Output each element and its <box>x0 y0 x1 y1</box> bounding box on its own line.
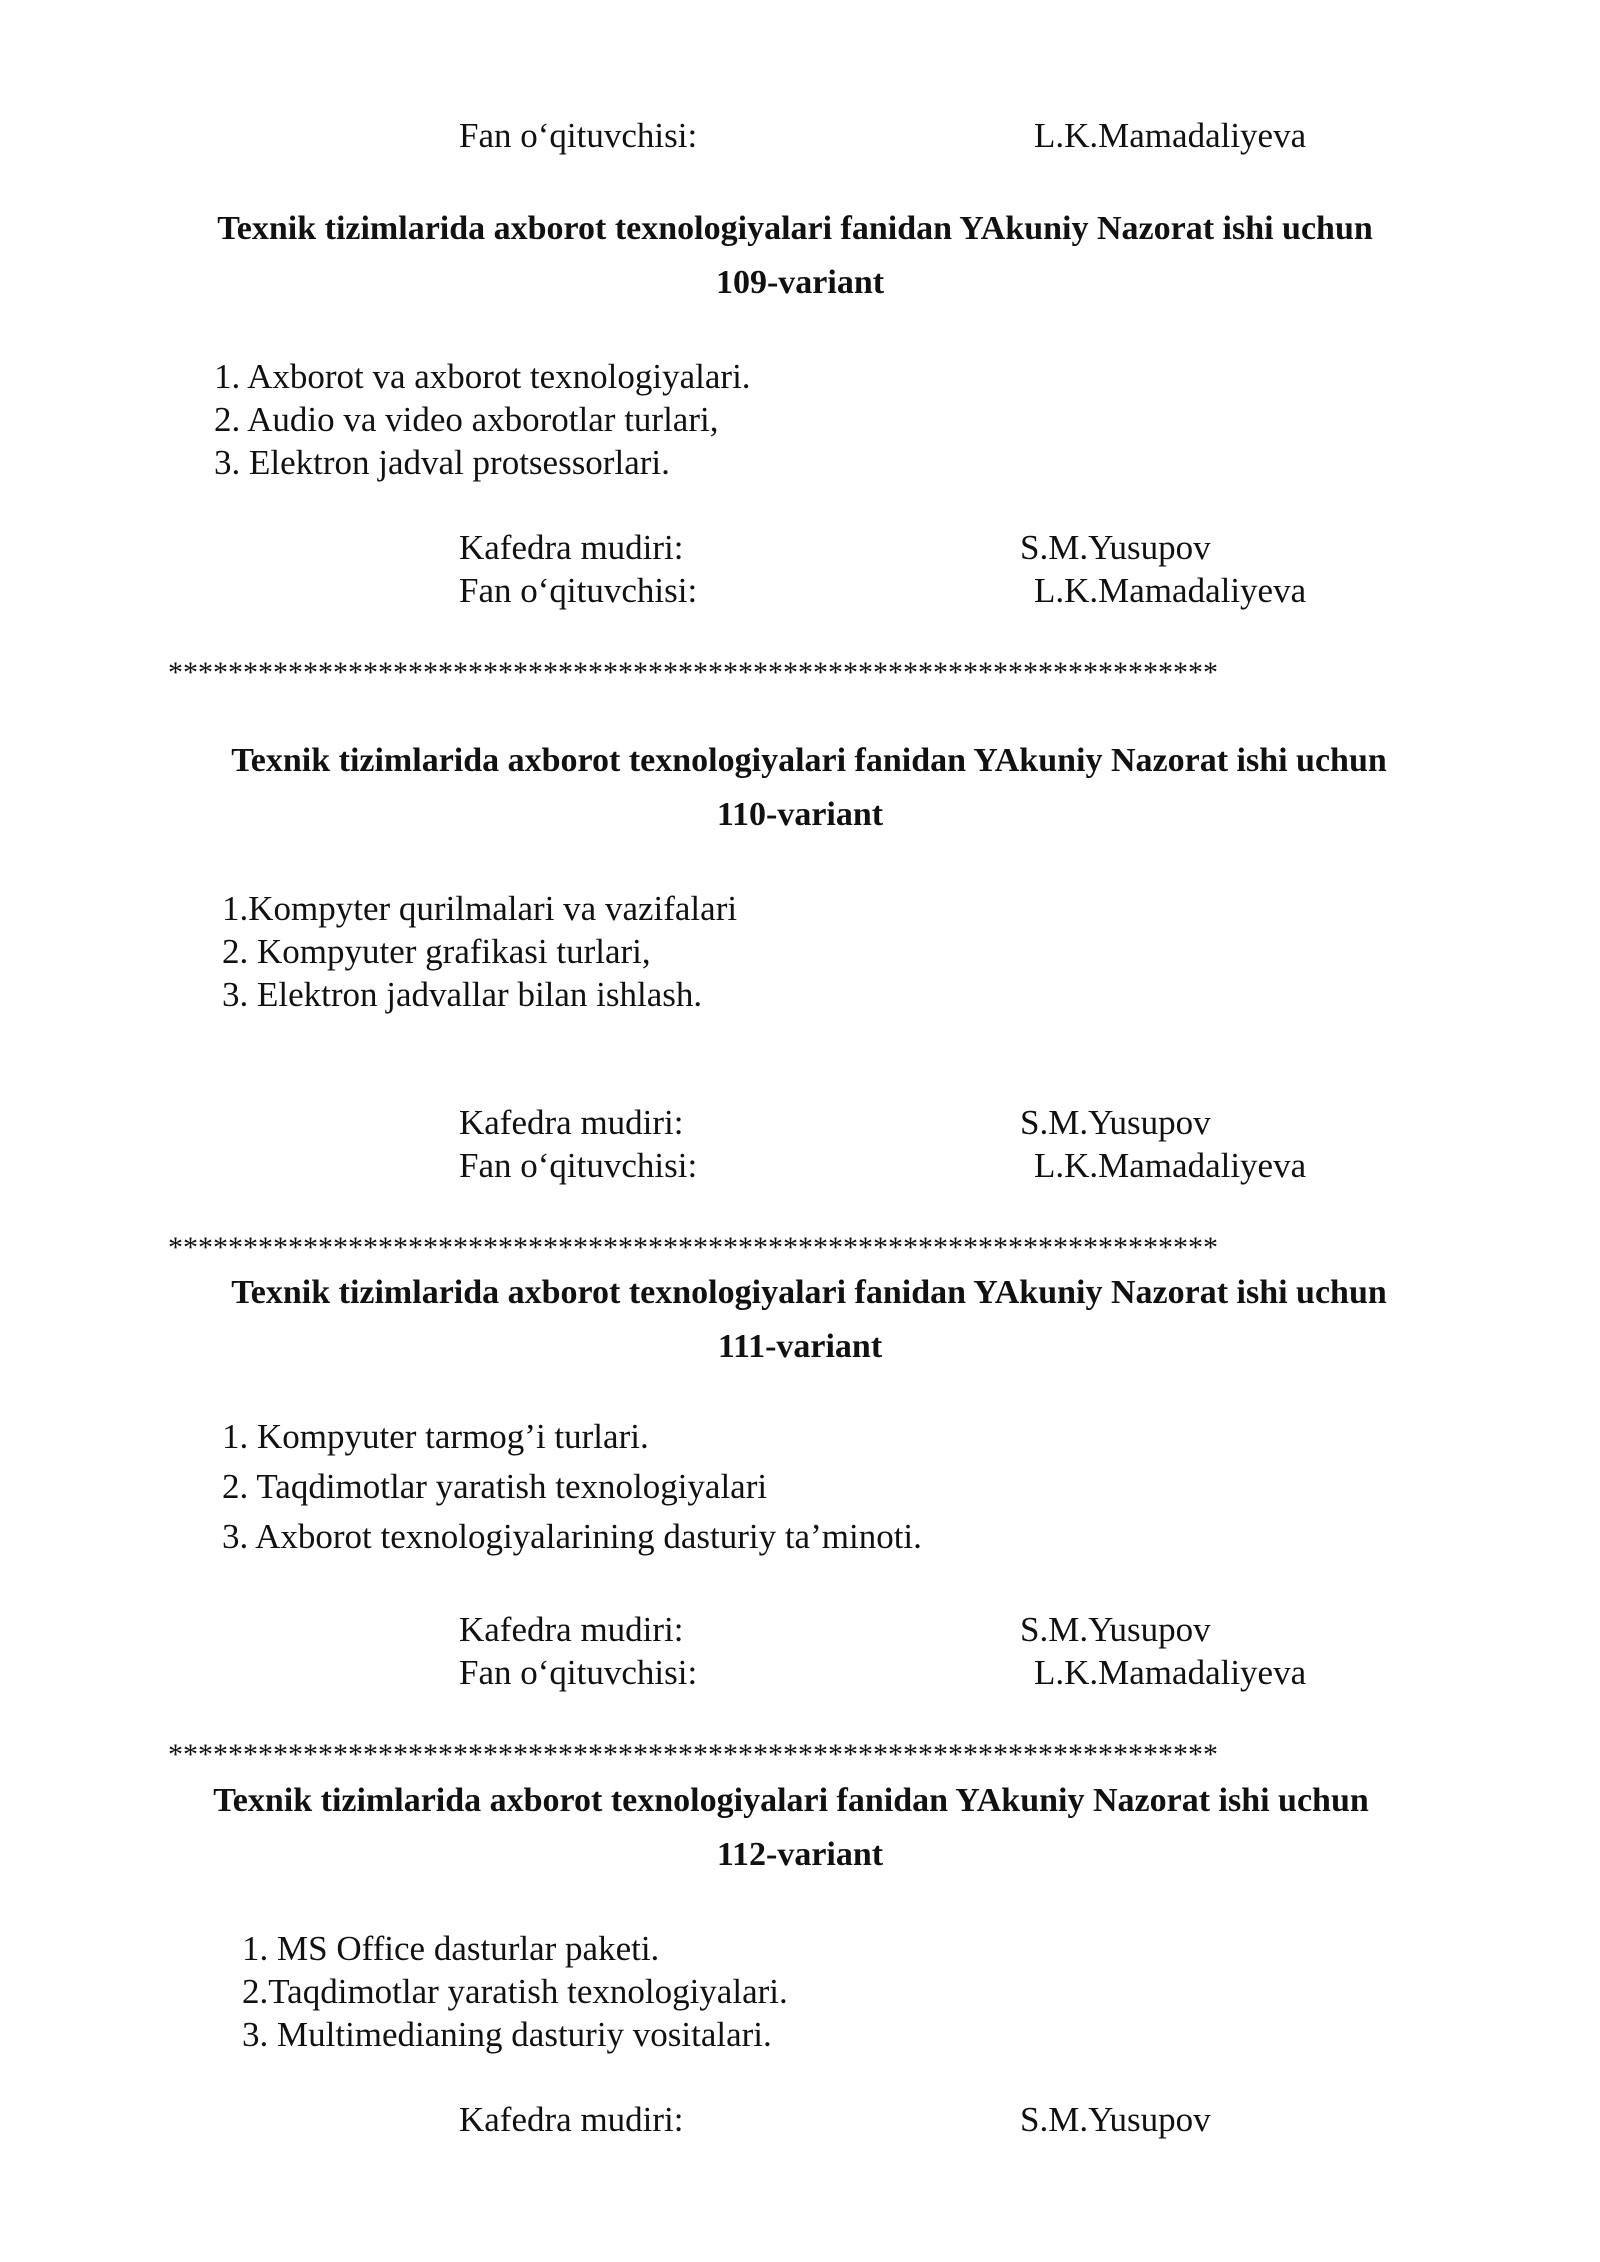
teacher-name: L.K.Mamadaliyeva <box>1034 1653 1307 1692</box>
list-item: 1. Kompyuter tarmog’i turlari. <box>222 1417 649 1456</box>
head-name: S.M.Yusupov <box>1020 1103 1211 1142</box>
variant-title: Texnik tizimlarida axborot texnologiyalari fanidan YAkuniy Nazorat ishi uchun <box>231 1274 1387 1311</box>
separator: ********************************************************************** <box>168 1740 1218 1770</box>
list-item: 3. Multimedianing dasturiy vositalari. <box>242 2015 772 2054</box>
variant-number: 109-variant <box>715 264 885 301</box>
list-item: 1.Kompyter qurilmalari va vazifalari <box>222 889 738 928</box>
teacher-name: L.K.Mamadaliyeva <box>1034 1146 1307 1185</box>
list-item: 3. Elektron jadval protsessorlari. <box>214 443 670 482</box>
question-list <box>214 355 751 484</box>
list-item: 2. Kompyuter grafikasi turlari, <box>222 932 651 971</box>
teacher-label: Fan o‘qituvchisi: <box>459 1653 698 1692</box>
list-item: 3. Axborot texnologiyalarining dasturiy ta’minoti. <box>222 1517 922 1556</box>
question-list <box>222 1412 922 1562</box>
variant-number: 110-variant <box>716 796 884 833</box>
head-label: Kafedra mudiri: <box>459 1610 684 1649</box>
list-item: 2. Taqdimotlar yaratish texnologiyalari <box>222 1467 768 1506</box>
variant-title: Texnik tizimlarida axborot texnologiyalari fanidan YAkuniy Nazorat ishi uchun <box>217 210 1373 247</box>
variant-title: Texnik tizimlarida axborot texnologiyalari fanidan YAkuniy Nazorat ishi uchun <box>213 1782 1369 1819</box>
variant-number: 111-variant <box>717 1328 883 1365</box>
separator: ********************************************************************** <box>168 658 1218 688</box>
question-list <box>242 1927 788 2056</box>
list-item: 1. MS Office dasturlar paketi. <box>242 1929 660 1968</box>
head-name: S.M.Yusupov <box>1020 1610 1211 1649</box>
variant-title: Texnik tizimlarida axborot texnologiyalari fanidan YAkuniy Nazorat ishi uchun <box>231 742 1387 779</box>
separator: ********************************************************************** <box>168 1233 1218 1263</box>
teacher-name: L.K.Mamadaliyeva <box>1034 116 1307 155</box>
list-item: 2. Audio va video axborotlar turlari, <box>214 400 719 439</box>
head-name: S.M.Yusupov <box>1020 528 1211 567</box>
variant-number: 112-variant <box>716 1836 884 1873</box>
list-item: 1. Axborot va axborot texnologiyalari. <box>214 357 751 396</box>
head-label: Kafedra mudiri: <box>459 2100 684 2139</box>
head-label: Kafedra mudiri: <box>459 528 684 567</box>
teacher-label: Fan o‘qituvchisi: <box>459 571 698 610</box>
teacher-label: Fan o‘qituvchisi: <box>459 116 698 155</box>
head-name: S.M.Yusupov <box>1020 2100 1211 2139</box>
teacher-label: Fan o‘qituvchisi: <box>459 1146 698 1185</box>
head-label: Kafedra mudiri: <box>459 1103 684 1142</box>
teacher-name: L.K.Mamadaliyeva <box>1034 571 1307 610</box>
list-item: 2.Taqdimotlar yaratish texnologiyalari. <box>242 1972 788 2011</box>
list-item: 3. Elektron jadvallar bilan ishlash. <box>222 975 703 1014</box>
question-list <box>222 887 737 1016</box>
